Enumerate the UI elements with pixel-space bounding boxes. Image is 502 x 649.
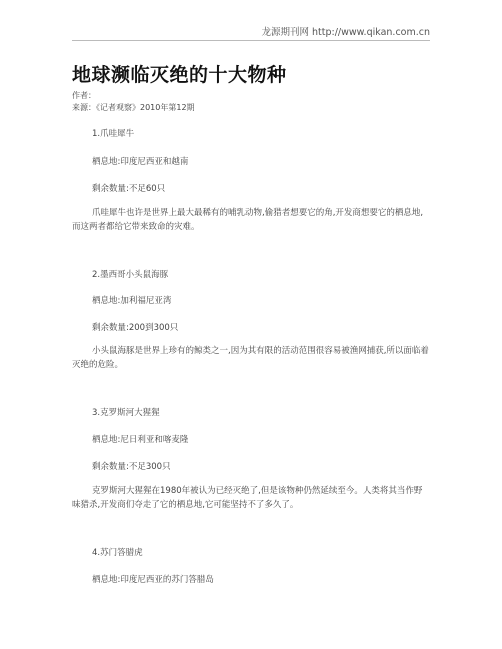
species-habitat: 栖息地:尼日利亚和喀麦隆: [92, 435, 189, 445]
species-heading: 2.墨西哥小头鼠海豚: [92, 270, 169, 280]
author-line: 作者：: [72, 91, 96, 100]
species-heading: 1.爪哇犀牛: [92, 129, 135, 139]
source-line: 来源：《记者观察》2010年第12期: [72, 103, 195, 112]
header-divider: [72, 40, 430, 41]
species-heading: 4.苏门答腊虎: [92, 548, 143, 558]
species-count: 剩余数量:不足300只: [92, 462, 171, 472]
species-count: 剩余数量:200到300只: [92, 323, 179, 333]
species-description: 爪哇犀牛也许是世界上最大最稀有的哺乳动物,偷猎者想要它的角,开发商想要它的栖息地,而这两者都给它带来致命的灾难。: [72, 208, 424, 232]
species-habitat: 栖息地:加利福尼亚湾: [92, 296, 172, 306]
article-title: 地球濒临灭绝的十大物种: [72, 64, 287, 86]
species-description: 克罗斯河大猩猩在1980年被认为已经灭绝了,但是该物种仍然延续至今。人类将其当作野味猎杀,开发商们夺走了它的栖息地,它可能坚持不了多久了。: [72, 486, 423, 510]
species-description: 小头鼠海豚是世界上珍有的鲸类之一,因为其有限的活动范围很容易被渔网捕获,所以面临着灭绝的危险。: [72, 346, 429, 370]
site-header: 龙源期刊网 http://www.qikan.com.cn: [261, 27, 430, 38]
species-count: 剩余数量:不足60只: [92, 184, 166, 194]
species-habitat: 栖息地:印度尼西亚和越南: [92, 157, 189, 167]
species-habitat: 栖息地:印度尼西亚的苏门答腊岛: [92, 575, 214, 585]
species-heading: 3.克罗斯河大猩猩: [92, 408, 160, 418]
